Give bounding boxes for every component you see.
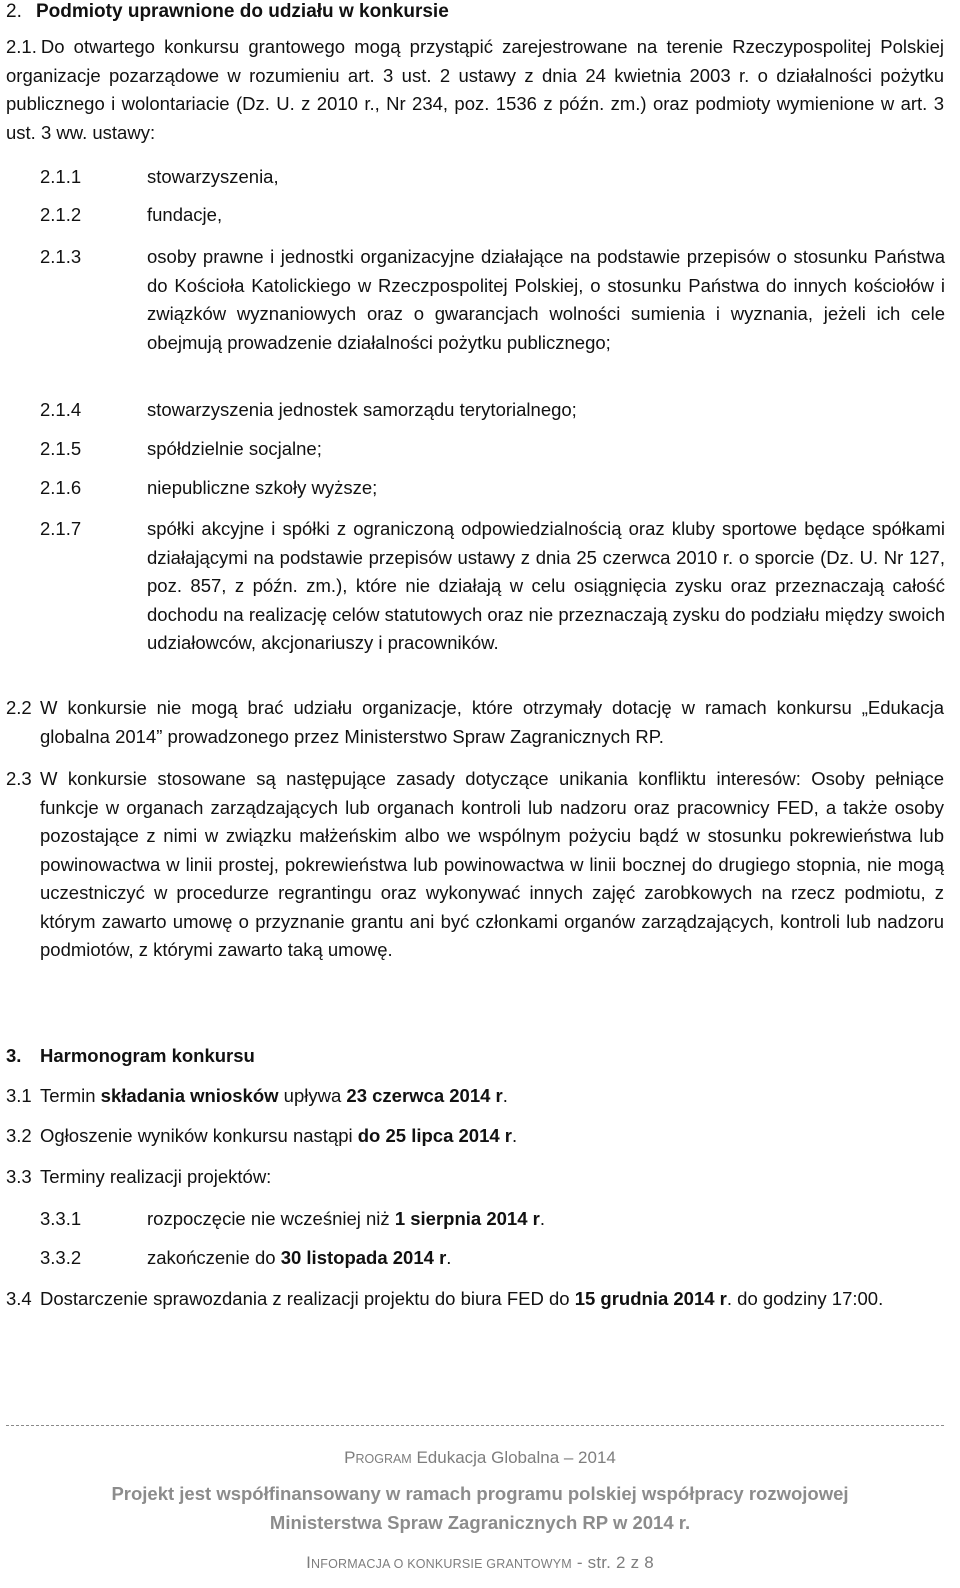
section-number: 2. [6, 1, 22, 22]
paragraph-3-3 [6, 1163, 944, 1192]
list-item-2-1-5 [40, 435, 945, 464]
list-item-text: rozpoczęcie nie wcześniej niż 1 sierpnia 2014 r. [147, 1208, 545, 1229]
paragraph-3-4 [6, 1285, 944, 1314]
paragraph-number: 2.3 [6, 768, 32, 789]
section-title: Podmioty uprawnione do udziału w konkursie [36, 1, 449, 22]
paragraph-2-1 [6, 33, 944, 147]
list-item-number: 3.3.2 [40, 1247, 82, 1268]
footer-ministry-line: Ministerstwa Spraw Zagranicznych RP w 2014 r. [269, 1512, 691, 1533]
footer-divider [6, 1425, 944, 1426]
paragraph-number: 2.1. [6, 36, 37, 57]
list-item-text: niepubliczne szkoły wyższe; [147, 477, 378, 498]
list-item-number: 2.1.7 [40, 518, 82, 539]
list-item-number: 3.3.1 [40, 1208, 82, 1229]
paragraph-text: Do otwartego konkursu grantowego mogą przystąpić zarejestrowane na terenie Rzeczypospolitej Polskiej organizacje pozarządowe w rozumieniu art. 3 ust. 2 ustawy z dnia 24 kwietnia 2003 r. o działalności pożytku publicznego i wolontariacie (Dz. U. z 2010 r., Nr 234, poz. 1536 z późn. zm.) oraz podmioty wymienione w art. 3 ust. 3 ww. ustawy: [6, 36, 944, 143]
paragraph-text: Dostarczenie sprawozdania z realizacji projektu do biura FED do 15 grudnia 2014 r. do godziny 17:00. [40, 1288, 884, 1309]
paragraph-2-3 [6, 765, 944, 965]
paragraph-number: 3.4 [6, 1288, 32, 1309]
footer-page-info: INFORMACJA O KONKURSIE GRANTOWYM - str. 2 z 8 [306, 1553, 654, 1572]
section-3-heading [6, 1042, 255, 1070]
list-item-text: spółdzielnie socjalne; [147, 438, 322, 459]
list-item-text: stowarzyszenia jednostek samorządu terytorialnego; [147, 399, 577, 420]
paragraph-text: W konkursie nie mogą brać udziału organizacje, które otrzymały dotację w ramach konkursu „Edukacja globalna 2014” prowadzonego przez Ministerstwo Spraw Zagranicznych RP. [40, 697, 944, 747]
list-item-number: 2.1.1 [40, 166, 82, 187]
list-item-2-1-6 [40, 474, 945, 503]
list-item-number: 2.1.3 [40, 246, 82, 267]
paragraph-number: 2.2 [6, 697, 32, 718]
list-item-2-1-2 [40, 201, 945, 230]
list-item-2-1-7 [40, 515, 945, 658]
paragraph-number: 3.1 [6, 1085, 32, 1106]
paragraph-number: 3.2 [6, 1125, 32, 1146]
paragraph-text: Terminy realizacji projektów: [40, 1166, 272, 1187]
list-item-text: osoby prawne i jednostki organizacyjne działające na podstawie przepisów o stosunku Państwa do Kościoła Katolickiego w Rzeczpospolitej Polskiej, o stosunku Państwa do innych kościołów i związków wyznaniowych oraz o gwarancjach wolności sumienia i wyznania, jeżeli ich cele obejmują prowadzenie działalności pożytku publicznego; [147, 246, 945, 353]
paragraph-number: 3.3 [6, 1166, 32, 1187]
list-item-2-1-4 [40, 396, 945, 425]
list-item-text: fundacje, [147, 204, 223, 225]
list-item-number: 2.1.5 [40, 438, 82, 459]
list-item-number: 2.1.4 [40, 399, 82, 420]
list-item-2-1-3 [40, 243, 945, 357]
footer-cofinancing-line: Projekt jest współfinansowany w ramach programu polskiej współpracy rozwojowej [111, 1483, 849, 1504]
section-number: 3. [6, 1045, 22, 1066]
section-2-heading [6, 0, 449, 26]
footer-program-name: PROGRAM Edukacja Globalna – 2014 [344, 1448, 616, 1467]
paragraph-3-1 [6, 1082, 944, 1111]
list-item-3-3-1 [40, 1205, 545, 1233]
list-item-text: zakończenie do 30 listopada 2014 r. [147, 1247, 452, 1268]
paragraph-3-2 [6, 1122, 944, 1151]
list-item-text: spółki akcyjne i spółki z ograniczoną odpowiedzialnością oraz kluby sportowe będące spółkami działającymi na podstawie przepisów ustawy z dnia 25 czerwca 2010 r. o sporcie (Dz. U. Nr 127, poz. 857, z późn. zm.), które nie działają w celu osiągnięcia zysku oraz przeznaczają całość dochodu na realizację celów statutowych oraz nie przeznaczają zysku do podziału między swoich udziałowców, akcjonariuszy i pracowników. [147, 518, 945, 653]
list-item-text: stowarzyszenia, [147, 166, 279, 187]
list-item-number: 2.1.6 [40, 477, 82, 498]
paragraph-text: Ogłoszenie wyników konkursu nastąpi do 25 lipca 2014 r. [40, 1125, 518, 1146]
paragraph-2-2 [6, 694, 944, 751]
list-item-number: 2.1.2 [40, 204, 82, 225]
paragraph-text: W konkursie stosowane są następujące zasady dotyczące unikania konfliktu interesów: Osoby pełniące funkcje w organach zarządzających lub organach kontroli lub nadzoru oraz pracownicy FED, a także osoby pozostające z nimi w związku małżeńskim albo we wspólnym pożyciu bądź w stosunku pokrewieństwa lub powinowactwa w linii prostej, pokrewieństwa lub powinowactwa w linii bocznej do drugiego stopnia, nie mogą uczestniczyć w procedurze regrantingu oraz wykonywać innych zajęć zarobkowych na rzecz podmiotu, z którym zawarto umowę o przyznanie grantu ani być członkami organów zarządzających, kontroli lub nadzoru podmiotów, z którymi zawarto taką umowę. [40, 768, 944, 960]
list-item-3-3-2 [40, 1244, 451, 1272]
section-title: Harmonogram konkursu [40, 1045, 255, 1066]
list-item-2-1-1 [40, 163, 945, 192]
paragraph-text: Termin składania wniosków upływa 23 czerwca 2014 r. [40, 1085, 508, 1106]
